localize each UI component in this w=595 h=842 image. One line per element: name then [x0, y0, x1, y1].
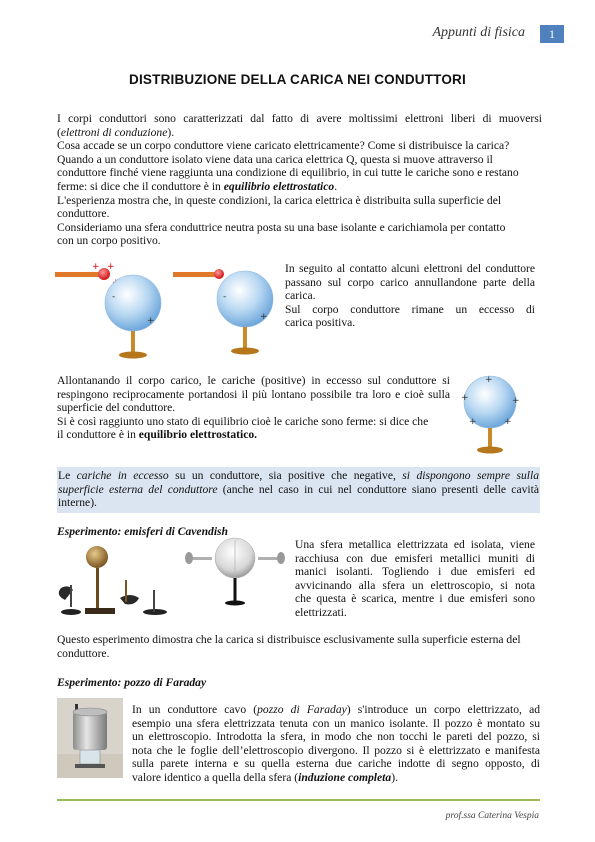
- text-line: un elettroscopio. Introdotta la sfera, in modo che non tocchi le pareti del pozzo, si: [132, 730, 540, 744]
- cavendish-conclusion: [57, 633, 542, 660]
- emphasis-text: elettroni di conduzione: [60, 125, 168, 139]
- header-title: Appunti di fisica: [432, 25, 525, 40]
- cavendish-heading: Esperimento: emisferi di Cavendish: [57, 525, 229, 538]
- text: (: [57, 125, 61, 139]
- text: In un conduttore cavo (: [132, 703, 258, 716]
- text-line: respingono reciprocamente portandosi il più lontano possibile tra loro e cioè sulla: [57, 387, 450, 401]
- cavendish-sphere-illustration: [185, 540, 285, 610]
- faraday-description: [132, 703, 540, 785]
- text-line: manici isolanti. Togliendo i due emisferi ed: [295, 565, 535, 579]
- intro-paragraph: [57, 112, 542, 248]
- cavendish-description: [295, 538, 535, 620]
- contact-charging-illustration: [55, 255, 285, 365]
- text-line: carica positiva.: [285, 316, 356, 330]
- text: il conduttore è in: [57, 428, 139, 442]
- key-concept-text: [58, 469, 539, 510]
- intro-line: L'esperienza mostra che, in queste condizioni, la carica elettrica è distribuita sulla superficie del: [57, 193, 502, 207]
- page-title: DISTRIBUZIONE DELLA CARICA NEI CONDUTTORI: [129, 72, 466, 87]
- emphasis-text: equilibrio elettrostatico: [223, 179, 335, 193]
- text: ) s'introduce un corpo elettrizzato, ad: [346, 703, 541, 716]
- repel-text: [57, 374, 450, 442]
- text: ).: [391, 770, 398, 784]
- svg-text:+: +: [504, 417, 512, 427]
- svg-text:+: +: [512, 396, 520, 406]
- charged-sphere-illustration: [458, 372, 528, 457]
- text-line: interne).: [58, 496, 97, 510]
- intro-line: Quando a un conduttore isolato viene data una carica elettrica Q, questa si muove attraverso il: [57, 152, 493, 166]
- text-line: nota che le foglie dell’elettroscopio divergono. Il pozzo si è elettrizzato e manifesta: [132, 743, 540, 757]
- faraday-heading: Esperimento: pozzo di Faraday: [57, 676, 207, 689]
- svg-text:-: -: [223, 292, 227, 302]
- footer-divider: [57, 799, 540, 801]
- text: su un conduttore, sia positive che negative,: [168, 469, 403, 482]
- svg-text:+: +: [92, 262, 100, 272]
- text-line: racchiusa con due emisferi metallici muniti di: [295, 551, 535, 565]
- svg-text:-: -: [112, 292, 116, 302]
- intro-line: conduttore finché viene raggiunta una condizione di equilibrio, in cui tutte le cariche sono e restano: [57, 166, 519, 180]
- text-line: Sul corpo conduttore rimane un eccesso di: [285, 302, 535, 316]
- emphasis-text: induzione completa: [298, 770, 392, 784]
- text-line: superficie del conduttore.: [57, 401, 176, 415]
- svg-text:+: +: [147, 316, 155, 326]
- text: ferme: si dice che il conduttore è in: [57, 179, 224, 193]
- text-line: conduttore.: [57, 646, 110, 660]
- footer-author: prof.ssa Caterina Vespia: [445, 811, 539, 821]
- text-line: Allontanando il corpo carico, le cariche (positive) in eccesso sul conduttore si: [57, 374, 450, 387]
- text: Le: [58, 469, 77, 482]
- contact-text: [285, 262, 535, 330]
- faraday-well-photo: [57, 698, 123, 778]
- text-line: avvicinando alla sfera un elettroscopio, si nota: [295, 578, 535, 592]
- svg-text:+: +: [469, 417, 477, 427]
- text-line: Si è così raggiunto uno stato di equilibrio cioè le cariche sono ferme: si dice che: [57, 414, 429, 428]
- page-number: 1: [540, 25, 564, 43]
- svg-text:+: +: [107, 262, 115, 272]
- intro-line: Consideriamo una sfera conduttrice neutra posta su una base isolante e carichiamola per contatto: [57, 220, 506, 234]
- emphasis-text: pozzo di Faraday: [257, 703, 347, 716]
- intro-line: I corpi conduttori sono caratterizzati dal fatto di avere moltissimi elettroni liberi di muoversi: [57, 112, 542, 125]
- emphasis-text: cariche in eccesso: [76, 469, 169, 482]
- svg-text:+: +: [485, 375, 493, 385]
- emphasis-text: si dispongono sempre sulla: [402, 469, 540, 482]
- text-line: In seguito al contatto alcuni elettroni del conduttore: [285, 262, 535, 275]
- text: (anche nel caso in cui nel conduttore siano presenti delle cavità: [217, 482, 539, 496]
- text-line: passano sul corpo carico annullandone parte della: [285, 275, 535, 289]
- intro-line: Cosa accade se un corpo conduttore viene caricato elettricamente? Come si distribuisce la carica?: [57, 139, 510, 153]
- text-line: sulla parete interna e su quella esterna due cariche indotte di segno opposto, di: [132, 757, 540, 771]
- text-line: esempio una sfera elettrizzata tenuta con un manico isolante. Il pozzo è montato su: [132, 716, 540, 730]
- intro-line: con un corpo positivo.: [57, 234, 161, 248]
- text-line: Questo esperimento dimostra che la carica si distribuisce esclusivamente sulla superficie esterna del: [57, 633, 521, 646]
- text-line: che questa è scarica, mentre i due emisferi sono: [295, 592, 535, 606]
- intro-line: conduttore.: [57, 207, 110, 221]
- text: ).: [167, 125, 175, 139]
- emphasis-text: superficie esterna del conduttore: [58, 482, 218, 496]
- svg-text:+: +: [260, 312, 268, 322]
- text: .: [334, 179, 338, 193]
- emphasis-text: equilibrio elettrostatico.: [138, 428, 258, 442]
- text-line: elettrizzati.: [295, 605, 347, 619]
- cavendish-hemispheres-illustration: [55, 540, 180, 620]
- text: valore identico a quella della sfera (: [132, 770, 299, 784]
- text-line: carica.: [285, 289, 316, 303]
- svg-text:+: +: [461, 393, 469, 403]
- text-line: Una sfera metallica elettrizzata ed isolata, viene: [295, 538, 535, 551]
